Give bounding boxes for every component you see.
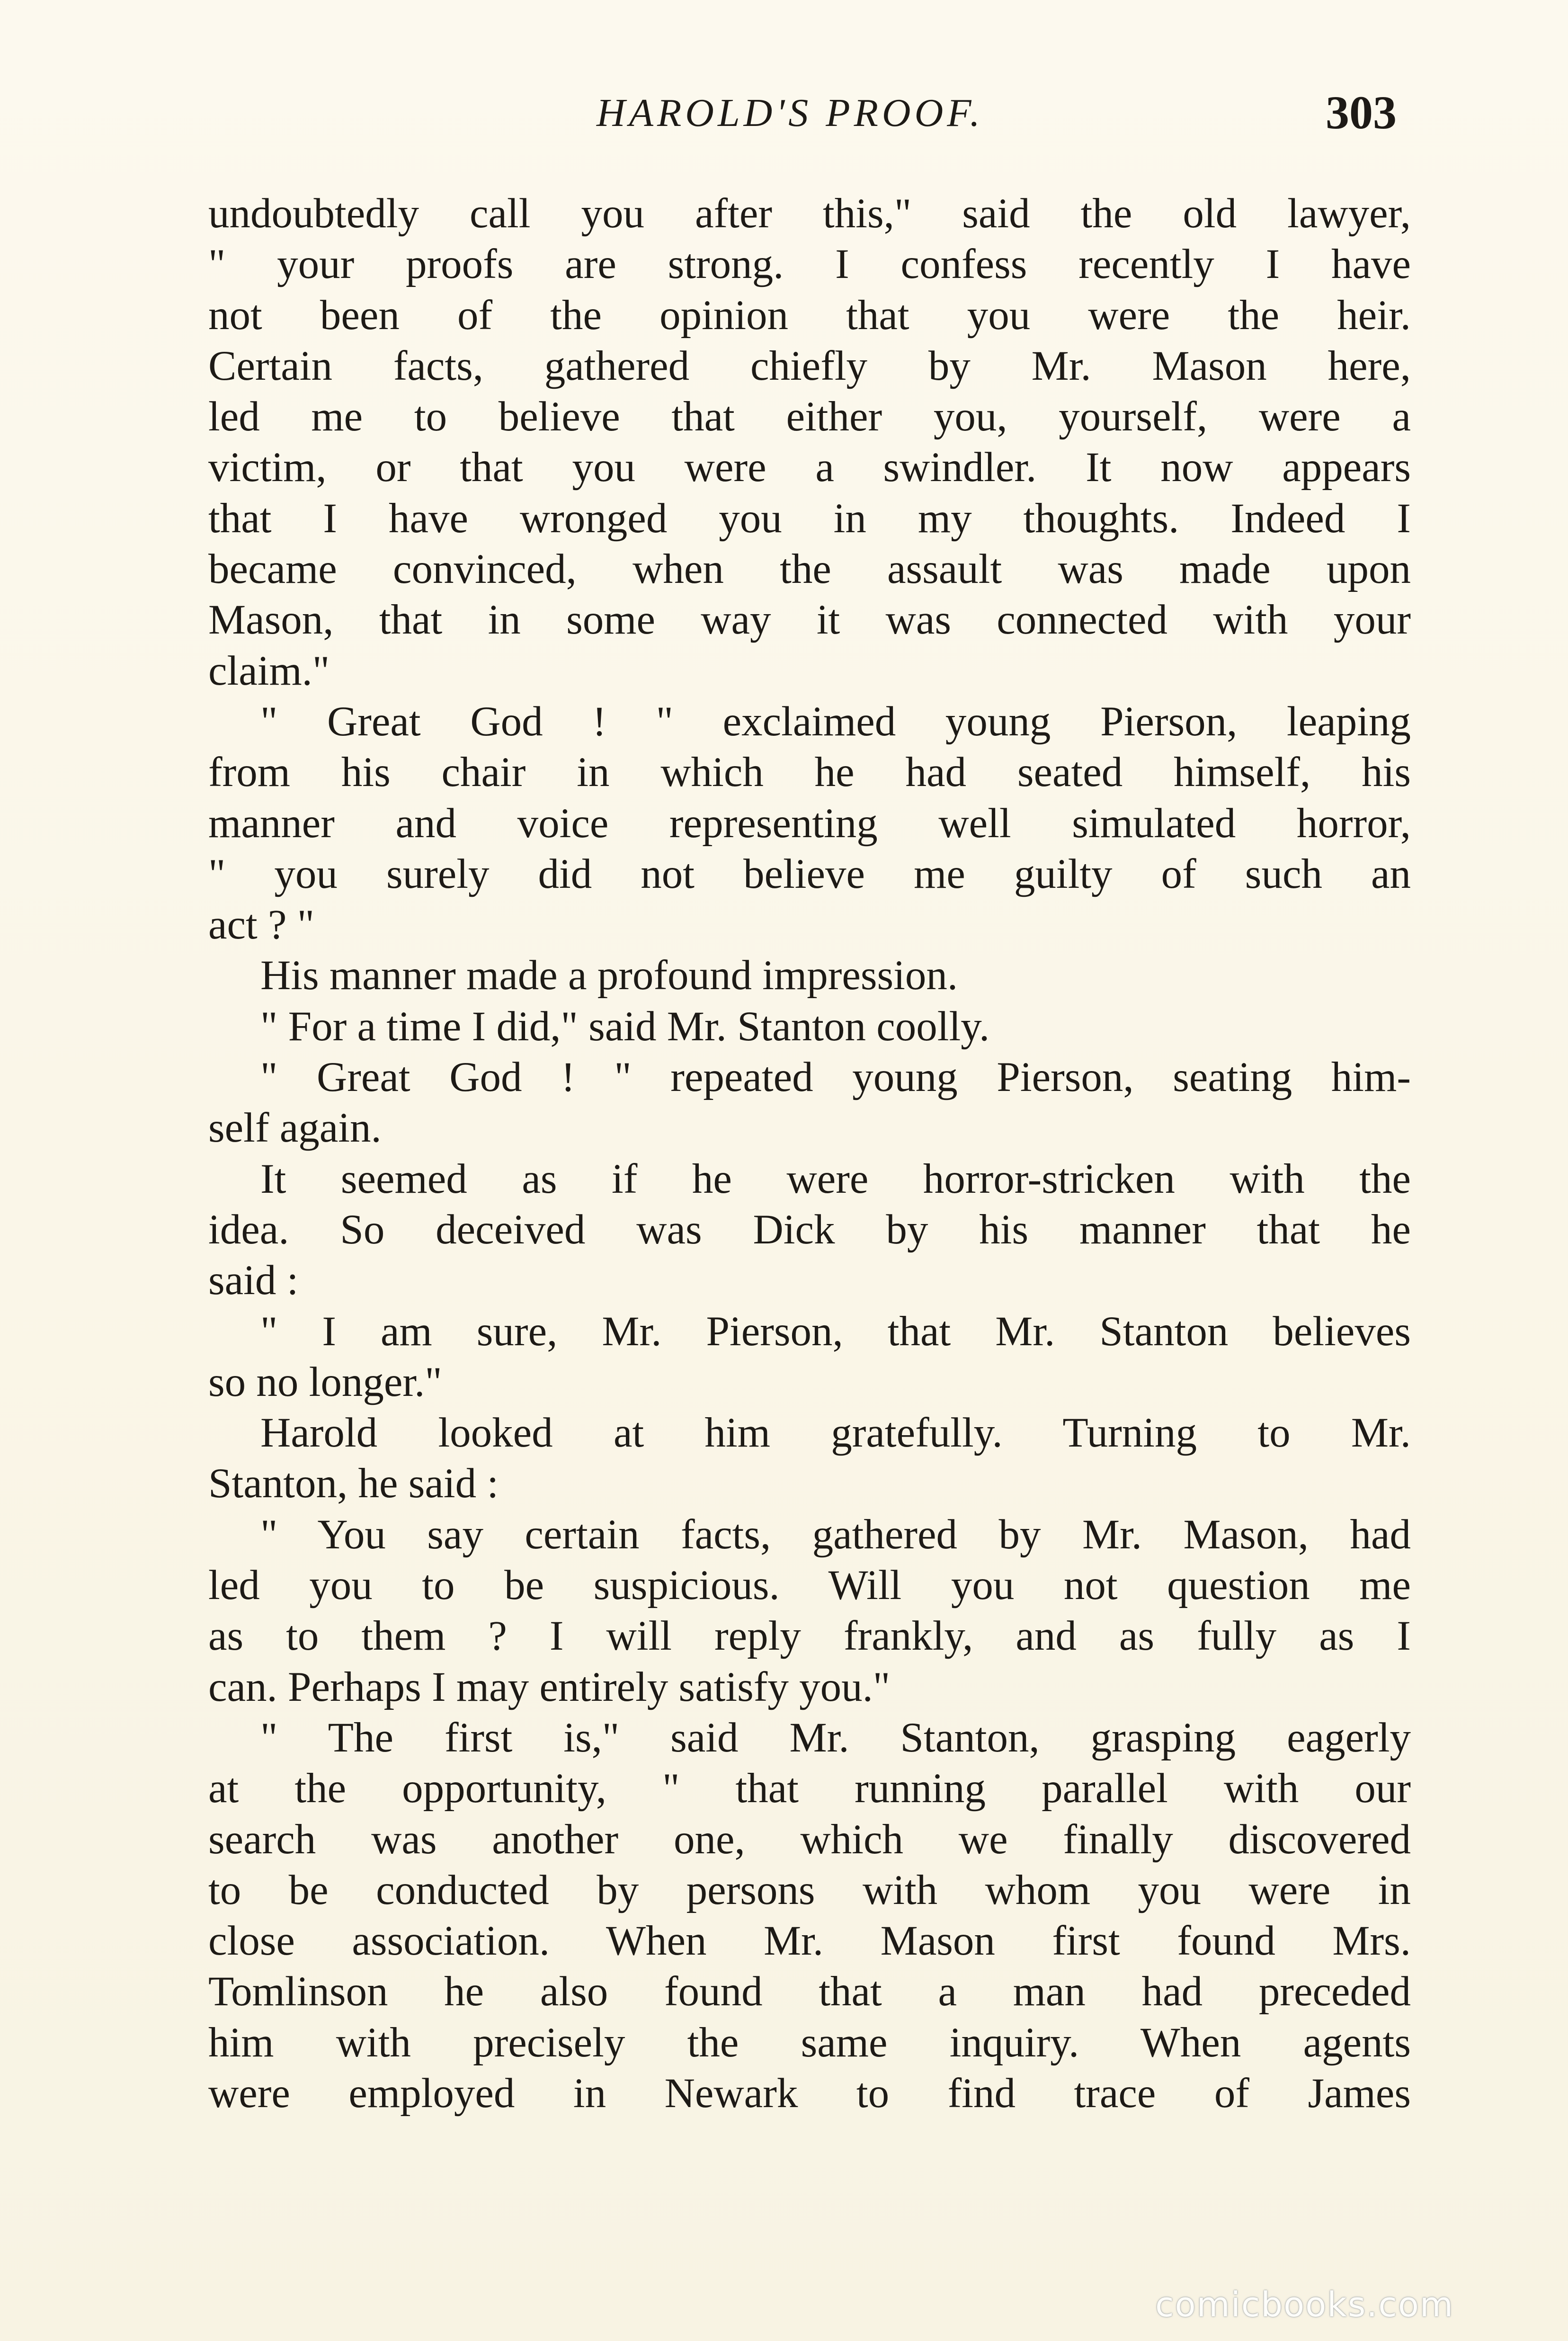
text-line: " You say certain facts, gathered by Mr. Mason, had — [260, 1511, 1411, 1558]
text-line: self again. — [208, 1105, 382, 1152]
text-line: became convinced, when the assault was made upon — [208, 546, 1411, 593]
text-line: at the opportunity, " that running parallel with our — [208, 1765, 1411, 1812]
running-title: HAROLD'S PROOF. — [597, 91, 984, 135]
text-line: close association. When Mr. Mason first found Mrs. — [208, 1918, 1411, 1965]
text-line: " Great God ! " exclaimed young Pierson, leaping — [260, 698, 1411, 745]
text-line: from his chair in which he had seated himself, his — [208, 749, 1411, 796]
text-line: " you surely did not believe me guilty of such an — [208, 850, 1411, 897]
text-line: were employed in Newark to find trace of James — [208, 2070, 1411, 2117]
text-line: him with precisely the same inquiry. When agents — [208, 2019, 1411, 2066]
text-line: Tomlinson he also found that a man had preceded — [208, 1968, 1411, 2015]
text-line: said : — [208, 1257, 299, 1304]
text-line: Harold looked at him gratefully. Turning to Mr. — [260, 1410, 1411, 1456]
text-line: It seemed as if he were horror-stricken with the — [260, 1155, 1411, 1202]
text-line: Stanton, he said : — [208, 1460, 499, 1507]
text-line: led me to believe that either you, yourself, were a — [208, 393, 1411, 440]
text-line: led you to be suspicious. Will you not question me — [208, 1562, 1411, 1609]
text-line: undoubtedly call you after this," said the old lawyer, — [208, 190, 1411, 237]
text-line: claim." — [208, 647, 330, 694]
text-line: idea. So deceived was Dick by his manner that he — [208, 1206, 1411, 1253]
site-watermark: comicbooks.com — [1155, 2285, 1454, 2324]
text-line: to be conducted by persons with whom you were in — [208, 1867, 1411, 1913]
text-line: as to them ? I will reply frankly, and as fully as I — [208, 1613, 1411, 1660]
body-text — [208, 188, 1411, 2119]
text-line: Certain facts, gathered chiefly by Mr. Mason here, — [208, 342, 1411, 389]
text-line: " For a time I did," said Mr. Stanton coolly. — [260, 1003, 990, 1050]
text-line: can. Perhaps I may entirely satisfy you." — [208, 1663, 891, 1710]
page-number: 303 — [1326, 86, 1397, 139]
text-line: act ? " — [208, 902, 315, 948]
text-line: so no longer." — [208, 1358, 442, 1405]
text-line: victim, or that you were a swindler. It now appears — [208, 444, 1411, 491]
text-line: " your proofs are strong. I confess recently I have — [208, 241, 1411, 288]
text-line: search was another one, which we finally discovered — [208, 1816, 1411, 1863]
text-line: not been of the opinion that you were the heir. — [208, 292, 1411, 339]
text-line: Mason, that in some way it was connected with your — [208, 597, 1411, 643]
text-line: His manner made a profound impression. — [260, 952, 958, 999]
text-line: " The first is," said Mr. Stanton, grasping eagerly — [260, 1714, 1411, 1761]
text-line: that I have wronged you in my thoughts. Indeed I — [208, 495, 1411, 542]
text-line: " I am sure, Mr. Pierson, that Mr. Stanton believes — [260, 1308, 1411, 1355]
text-line: manner and voice representing well simulated horror, — [208, 800, 1411, 847]
text-line: " Great God ! " repeated young Pierson, seating him- — [260, 1054, 1411, 1101]
